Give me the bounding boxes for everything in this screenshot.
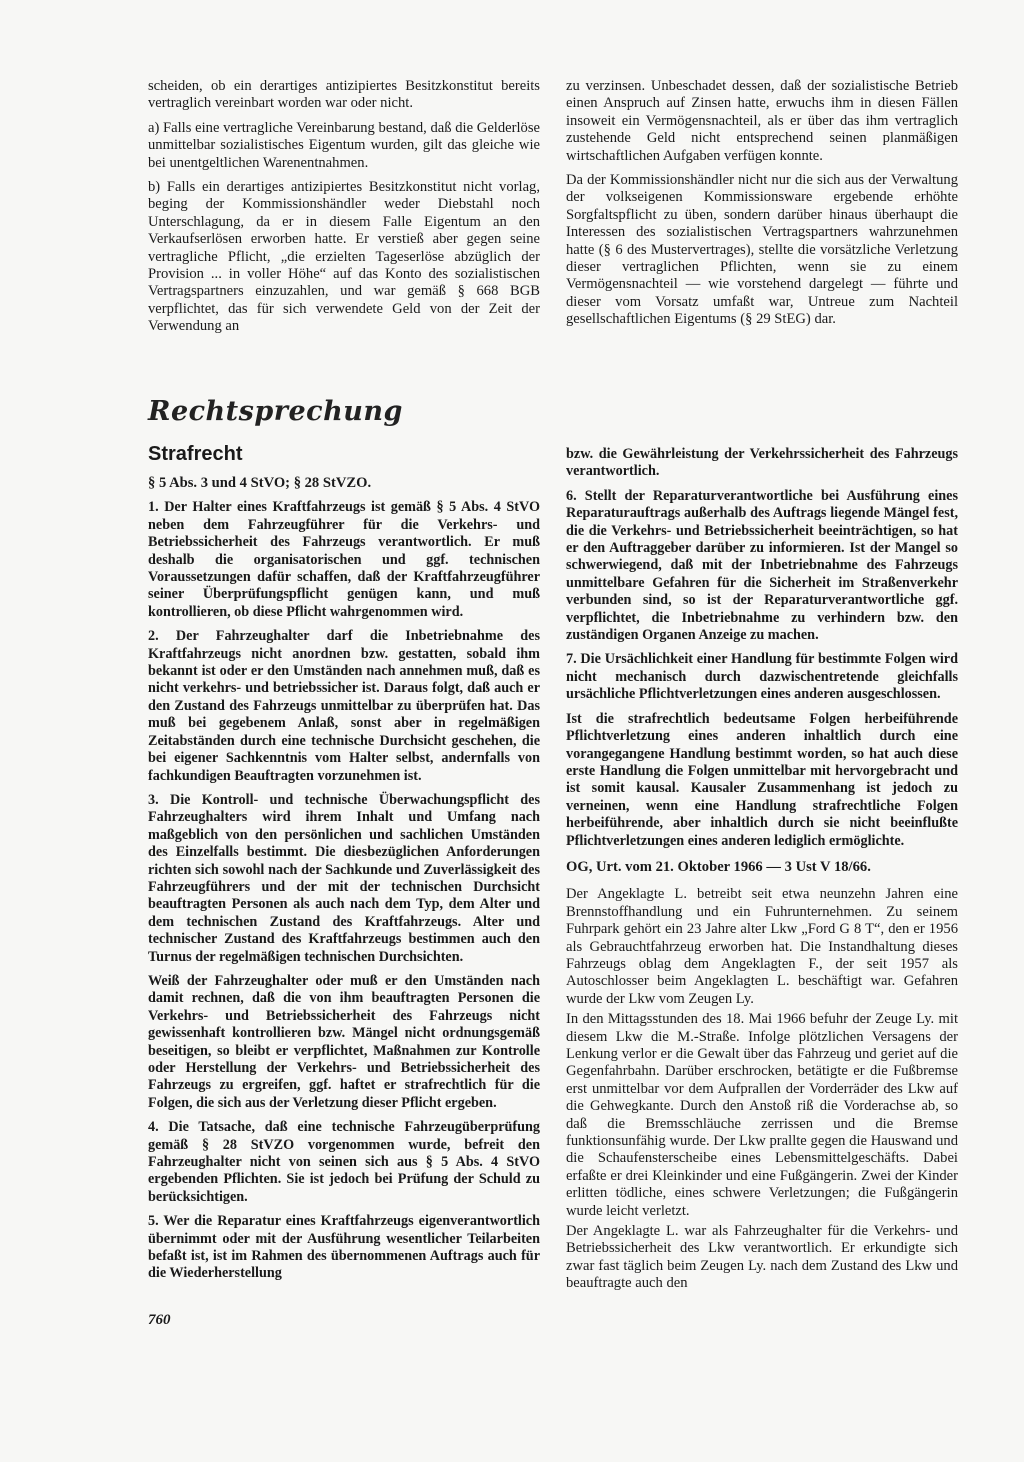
headnote: 6. Stellt der Reparaturverantwortliche bei Ausführung eines Reparaturauftrags außerhalb des Auftrags liegende Mängel fest, die die Verkehrs- und Betriebssicherheit beeinträchtigen, so hat er den Auftraggeber darüber zu informieren. Ist der Mangel so schwerwiegend, daß mit der Inbetriebnahme des Fahrzeugs unmittelbare Gefahren für die Sicherheit im Straßenverkehr verbunden sind, so ist der Reparaturverantwortliche ggf. verpflichtet, die Inbetriebnahme zu verhindern bzw. den zuständigen Organen Anzeige zu machen. [566,487,958,644]
court-citation: OG, Urt. vom 21. Oktober 1966 — 3 Ust V 18/66. [566,858,871,875]
headnote: 1. Der Halter eines Kraftfahrzeugs ist gemäß § 5 Abs. 4 StVO neben dem Fahrzeugführer für die Verkehrs- und Betriebssicherheit des Fahrzeugs verantwortlich. Er muß deshalb die organisatorischen und ggf. technischen Voraussetzungen dafür schaffen, daß der Kraftfahrzeugführer seiner Überprüfungspflicht genügen kann, und muß kontrollieren, ob diese Pflicht wahrgenommen wird. [148,499,540,620]
paragraph: b) Falls ein derartiges antizipiertes Besitzkonstitut nicht vorlag, beging der Kommissionshändler weder Diebstahl noch Unterschlagung, da er in diesem Falle Eigentum an den Verkaufserlösen erworben hatte. Er verstieß aber gegen seine vertragliche Pflicht, „die erzielten Tageserlöse abzüglich der Provision ... in voller Höhe“ auf das Konto des sozialistischen Vertragspartners einzuzahlen, und war gemäß § 668 BGB verpflichtet, das für sich verwendete Geld von der Zeit der Verwendung an [148,179,540,335]
right-column [566,446,958,1293]
headnote: 5. Wer die Reparatur eines Kraftfahrzeugs eigenverantwortlich übernimmt oder mit der Ausführung wesentlicher Teilarbeiten befaßt ist, ist im Rahmen des übernommenen Auftrags auch für die Wiederherstellung [148,1213,540,1282]
paragraph: a) Falls eine vertragliche Vereinbarung bestand, daß die Gelderlöse unmittelbar sozialistisches Eigentum wurden, gilt das gleiche wie bei unentgeltlichen Warenentnahmen. [148,119,540,171]
page-number: 760 [148,1312,171,1328]
paragraph: Der Angeklagte L. war als Fahrzeughalter für die Verkehrs- und Betriebssicherheit des Lkw verantwortlich. Er erkundigte sich zwar fast täglich beim Zeugen Ly. nach dem Zustand des Lkw und beauftragte auch den [566,1223,958,1292]
headnote: Weiß der Fahrzeughalter oder muß er den Umständen nach damit rechnen, daß die von ihm beauftragten Personen die Verkehrs- und Betriebssicherheit des Fahrzeugs nicht gewissenhaft kontrollieren bzw. Mängel nicht ordnungsgemäß beseitigen, so bleibt er verpflichtet, Maßnahmen zur Kontrolle oder Herstellung der Verkehrs- und Betriebssicherheit des Fahrzeugs zu ergreifen, ggf. haftet er strafrechtlich für die Folgen, die sich aus der Verletzung dieser Pflicht ergeben. [148,972,540,1111]
paragraph: scheiden, ob ein derartiges antizipiertes Besitzkonstitut bereits vertraglich vereinbart worden war oder nicht. [148,78,540,112]
headnote: bzw. die Gewährleistung der Verkehrssicherheit des Fahrzeugs verantwortlich. [566,446,958,480]
headnote: 4. Die Tatsache, daß eine technische Fahrzeugüberprüfung gemäß § 28 StVZO vorgenommen wurde, befreit den Fahrzeughalter nicht von seinen sich aus § 5 Abs. 4 StVO ergebenden Pflichten. Sie ist jedoch bei Prüfung der Schuld zu berücksichtigen. [148,1119,540,1205]
headnote: 2. Der Fahrzeughalter darf die Inbetriebnahme des Kraftfahrzeugs nicht anordnen bzw. gestatten, sobald ihm bekannt ist oder er den Umständen nach annehmen muß, daß es nicht verkehrs- und betriebssicher ist. Daraus folgt, daß auch er den Zustand des Fahrzeugs unmittelbar zu überprüfen hat. Das muß bei gegebenem Anlaß, sonst aber in regelmäßigen Zeitabständen durch eine technische Durchsicht geschehen, die bei eigener Sachkenntnis vom Halter selbst, andernfalls von fachkundigen Beauftragten vorzunehmen ist. [148,628,540,784]
paragraph: Da der Kommissionshändler nicht nur die sich aus der Verwaltung der volkseigenen Kommissionsware ergebende erhöhte Sorgfaltspflicht zu üben, sondern darüber hinaus überhaupt die Interessen des sozialistischen Vertragspartners wahrzunehmen hatte (§ 6 des Mustervertrages), stellte die vorsätzliche Verletzung dieser vertraglichen Pflichten, wenn sie zu einem Vermögensnachteil — wie vorstehend dargelegt — führte und dieser vom Vorsatz umfaßt war, Untreue zum Nachteil gesellschaftlichen Eigentums (§ 29 StEG) dar. [566,172,958,328]
paragraph: zu verzinsen. Unbeschadet dessen, daß der sozialistische Betrieb einen Anspruch auf Zinsen hatte, erwuchs ihm in diesen Fällen insoweit ein Vermögensnachteil, als er über das ihm vertraglich zustehende Geld nicht entsprechend seinen planmäßigen wirtschaftlichen Aufgaben verfügen konnte. [566,78,958,164]
headnote: 7. Die Ursächlichkeit einer Handlung für bestimmte Folgen wird nicht mechanisch durch dazwischentretende gleichfalls ursächliche Pflichtverletzungen eines anderen ausgeschlossen. [566,651,958,703]
left-column [148,475,540,1283]
subsection-heading: Strafrecht [148,443,243,465]
section-heading: Rechtsprechung [148,396,403,427]
top-right-column [566,78,958,329]
top-left-column [148,78,540,336]
legal-reference: § 5 Abs. 3 und 4 StVO; § 28 StVZO. [148,475,372,491]
paragraph: In den Mittagsstunden des 18. Mai 1966 befuhr der Zeuge Ly. mit diesem Lkw die M.-Straße. Infolge plötzlichen Versagens der Lenkung verlor er die Gewalt über das Fahrzeug und geriet auf die Gegenfahrbahn. Darüber erschrocken, betätigte er die Fußbremse erst unmittelbar vor dem Aufprallen der Vorderräder des Lkw auf die Gehwegkante. Durch den Anstoß riß die Vorderachse ab, so daß die Bremsschläuche zerrissen und die Bremse funktionsunfähig wurde. Der Lkw prallte gegen die Hauswand und die Schaufensterscheibe eines Lebensmittelgeschäfts. Dabei erfaßte er drei Kleinkinder und eine Fußgängerin. Zwei der Kinder erlitten tödliche, eines schwere Verletzungen; die Fußgängerin wurde leicht verletzt. [566,1011,958,1219]
headnote: Ist die strafrechtlich bedeutsame Folgen herbeiführende Pflichtverletzung eines anderen inhaltlich durch eine vorangegangene Handlung bestimmt worden, so hat auch diese erste Handlung die Folgen unmittelbar mit hervorgebracht und ist somit kausal. Kausaler Zusammenhang ist jedoch zu verneinen, wenn eine Handlung strafrechtliche Folgen herbeiführende, aber inhaltlich durch sie nicht beeinflußte Pflichtverletzungen eines anderen lediglich ermöglichte. [566,710,958,849]
paragraph: Der Angeklagte L. betreibt seit etwa neunzehn Jahren eine Brennstoffhandlung und ein Fuhrunternehmen. Zu seinem Fuhrpark gehört ein 23 Jahre alter Lkw „Ford G 8 T“, den er 1956 als Gebrauchtfahrzeug erworben hat. Die Instandhaltung dieses Fahrzeugs oblag dem Angeklagten F., der seit 1957 als Autoschlosser beim Angeklagten L. beschäftigt war. Gefahren wurde der Lkw vom Zeugen Ly. [566,886,958,1007]
headnote: 3. Die Kontroll- und technische Überwachungspflicht des Fahrzeughalters wird ihrem Inhalt und Umfang nach maßgeblich von den persönlichen und sachlichen Umständen des Einzelfalls bestimmt. Die diesbezüglichen Anforderungen richten sich sowohl nach der Sachkunde und Zuverlässigkeit des Fahrzeugführers und der mit der technischen Durchsicht beauftragten Personen als auch nach dem Typ, dem Alter und dem technischen Zustand des Kraftfahrzeugs. Alter und technischer Zustand des Kraftfahrzeugs bestimmen auch den Turnus der regelmäßigen technischen Durchsichten. [148,791,540,965]
